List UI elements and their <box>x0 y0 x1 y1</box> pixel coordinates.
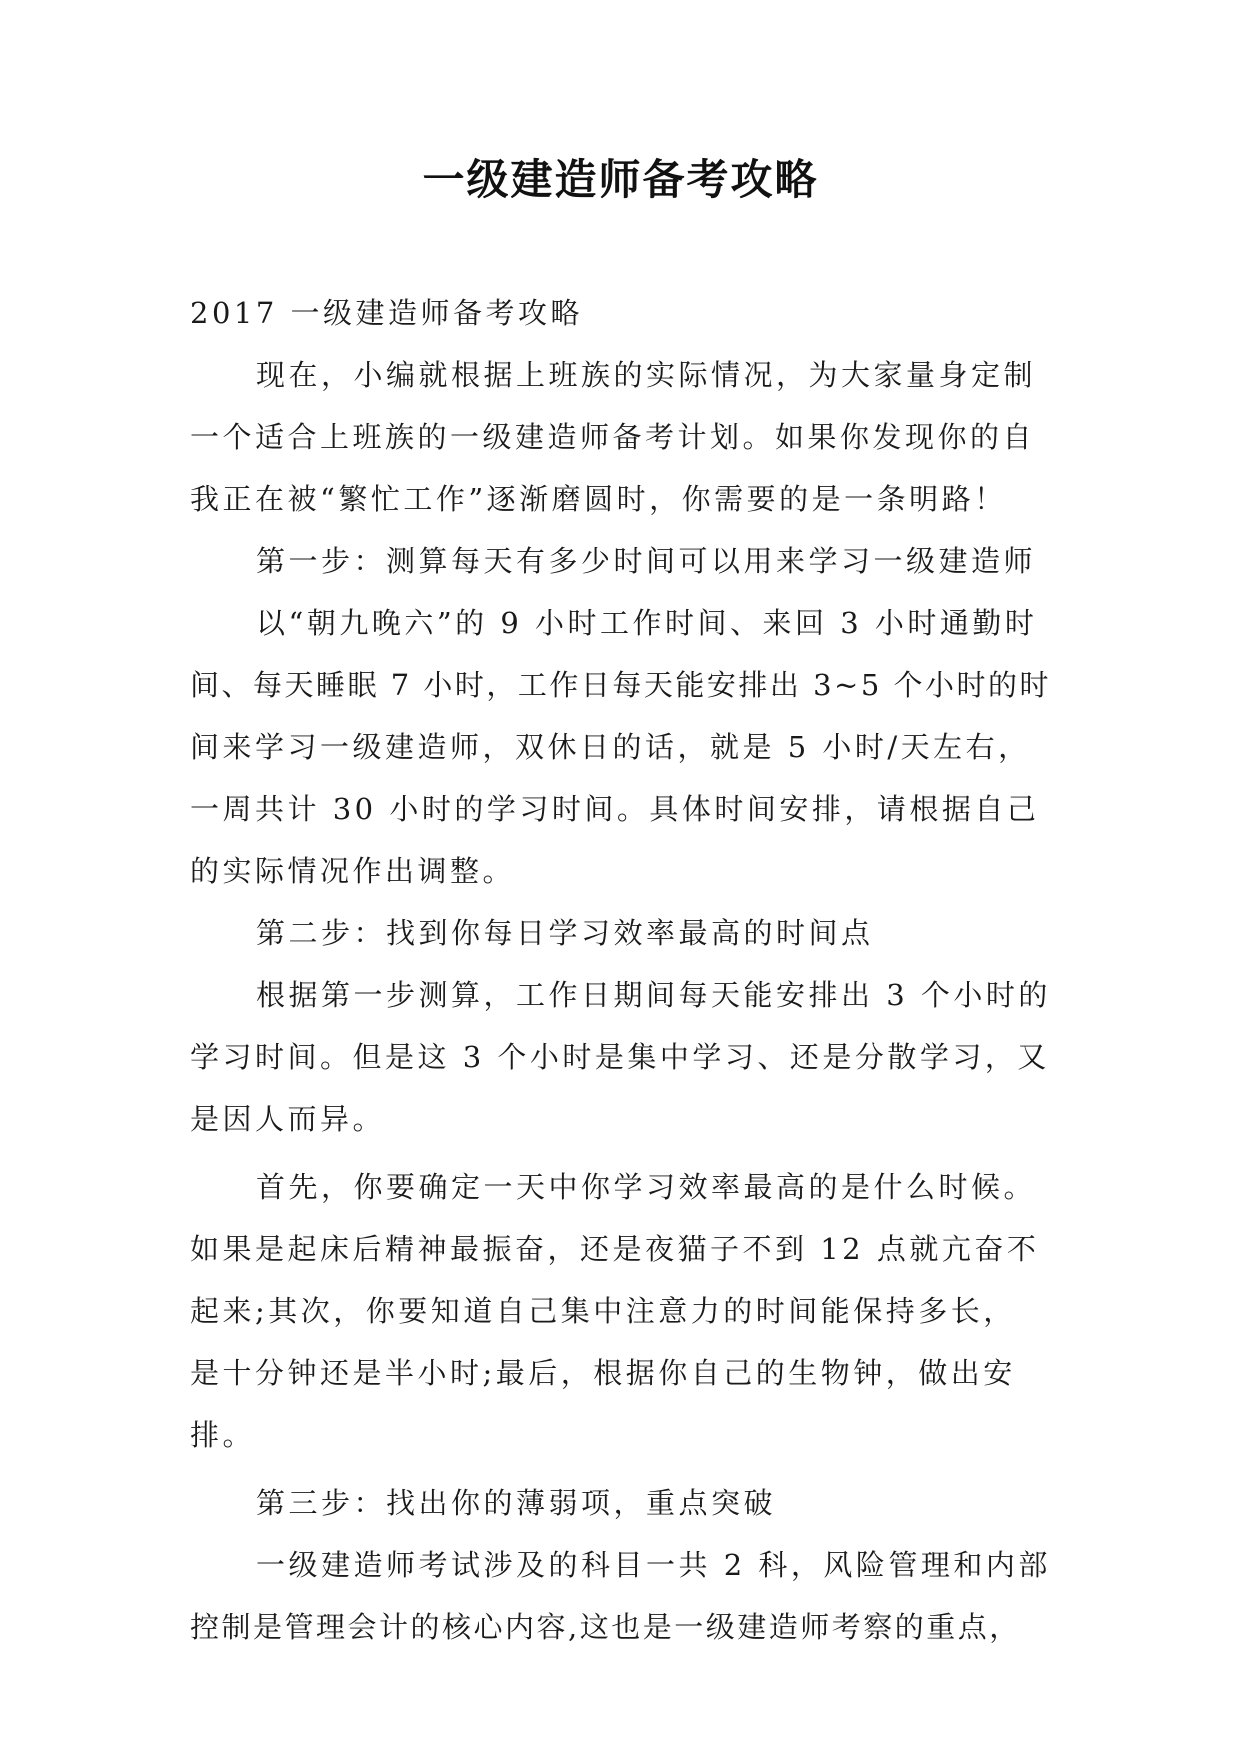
paragraph-line: 控制是管理会计的核心内容,这也是一级建造师考察的重点， <box>190 1610 1021 1644</box>
document-title: 一级建造师备考攻略 <box>422 155 819 204</box>
paragraph-line: 首先，你要确定一天中你学习效率最高的是什么时候。 <box>256 1170 1037 1204</box>
document-body <box>190 282 1060 1658</box>
paragraph-line: 起来;其次，你要知道自己集中注意力的时间能保持多长， <box>190 1294 1016 1328</box>
paragraph-line: 是因人而异。 <box>190 1102 386 1136</box>
paragraph-line: 排。 <box>190 1418 256 1452</box>
step-heading: 第三步：找出你的薄弱项，重点突破 <box>256 1486 777 1520</box>
subtitle-line: 2017 一级建造师备考攻略 <box>190 296 584 330</box>
paragraph-line: 现在，小编就根据上班族的实际情况，为大家量身定制 <box>256 358 1037 392</box>
paragraph-line: 学习时间。但是这 3 个小时是集中学习、还是分散学习，又 <box>190 1040 1050 1074</box>
paragraph-line: 以“朝九晚六”的 9 小时工作时间、来回 3 小时通勤时 <box>256 606 1038 640</box>
step-heading: 第二步：找到你每日学习效率最高的时间点 <box>256 916 874 950</box>
step-heading: 第一步：测算每天有多少时间可以用来学习一级建造师 <box>256 544 1037 578</box>
paragraph-line: 根据第一步测算，工作日期间每天能安排出 3 个小时的 <box>256 978 1051 1012</box>
paragraph-line: 一周共计 30 小时的学习时间。具体时间安排，请根据自己 <box>190 792 1040 826</box>
paragraph-line: 的实际情况作出调整。 <box>190 854 516 888</box>
paragraph-line: 我正在被“繁忙工作”逐渐磨圆时，你需要的是一条明路！ <box>190 482 1007 516</box>
paragraph-line: 一个适合上班族的一级建造师备考计划。如果你发现你的自 <box>190 420 1036 454</box>
paragraph-line: 如果是起床后精神最振奋，还是夜猫子不到 12 点就亢奋不 <box>190 1232 1040 1266</box>
paragraph-line: 间、每天睡眠 7 小时，工作日每天能安排出 3~5 个小时的时 <box>190 668 1052 702</box>
paragraph-line: 是十分钟还是半小时;最后，根据你自己的生物钟，做出安 <box>190 1356 1016 1390</box>
paragraph-line: 一级建造师考试涉及的科目一共 2 科，风险管理和内部 <box>256 1548 1051 1582</box>
paragraph-line: 间来学习一级建造师，双休日的话，就是 5 小时/天左右， <box>190 730 1031 764</box>
